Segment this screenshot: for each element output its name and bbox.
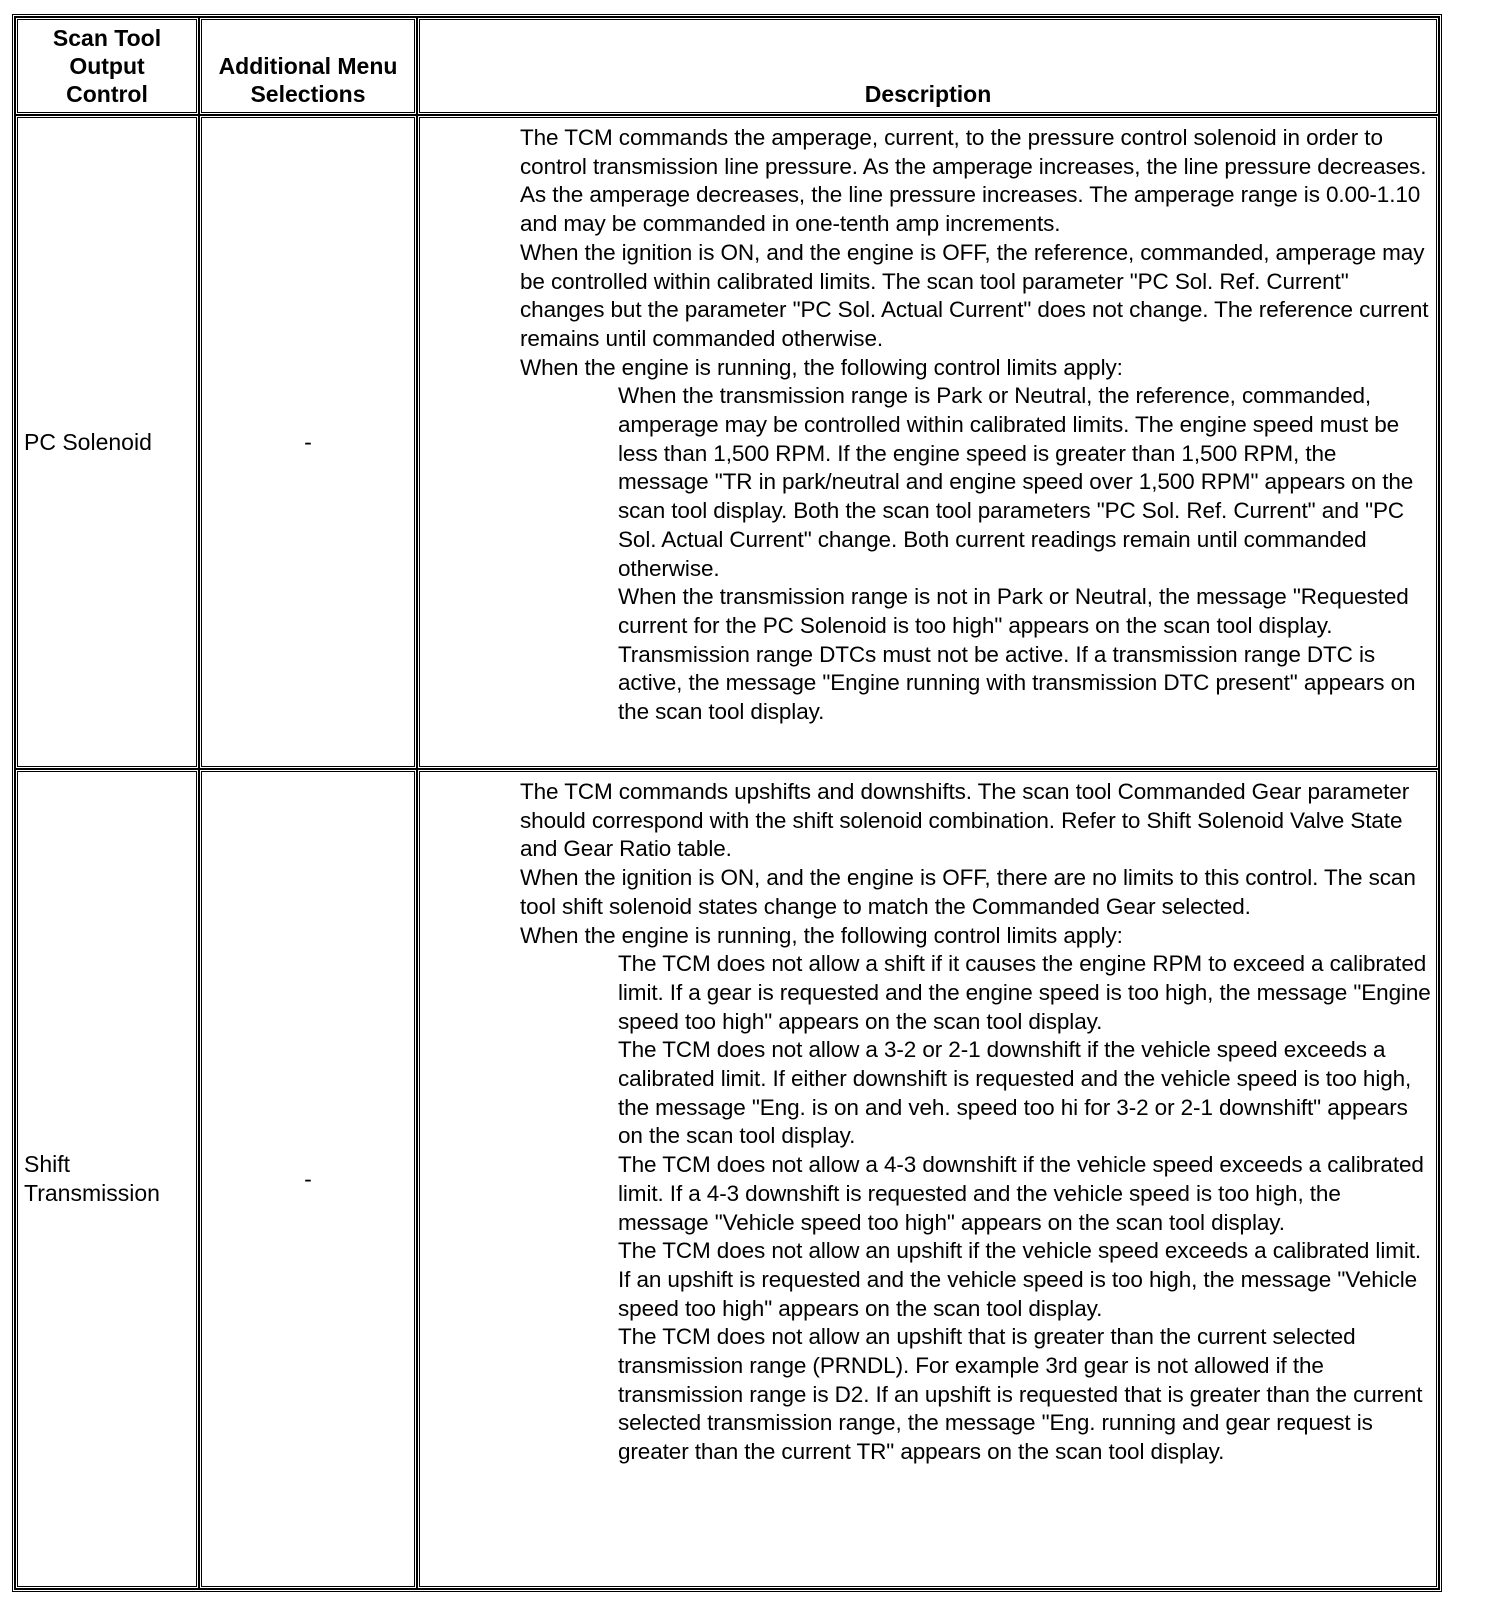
menu-selection: - [199,115,417,769]
control-name: PC Solenoid [15,115,199,769]
control-limit: When the transmission range is not in Park or Neutral, the message "Requested current for the PC Solenoid is too high" appears on the scan tool display. [618,584,1409,638]
control-limit: The TCM does not allow a 4-3 downshift if the vehicle speed exceeds a calibrated limit. If a 4-3 downshift is requested and the vehicle speed is too high, the message "Vehicle speed too high" appears on the scan tool display. [618,1152,1424,1235]
control-limit: The TCM does not allow an upshift if the vehicle speed exceeds a calibrated limit. If an upshift is requested and the vehicle speed is too high, the message "Vehicle speed too high" appears on the scan tool display. [618,1238,1422,1321]
table-row [15,769,1439,1589]
header-scan-tool-output-control: Scan Tool Output Control [15,17,199,115]
description [417,769,1439,1589]
description-ignition: When the ignition is ON, and the engine is OFF, there are no limits to this control. The scan tool shift solenoid states change to match the Commanded Gear selected. [520,865,1416,919]
control-limit: The TCM does not allow a 3-2 or 2-1 downshift if the vehicle speed exceeds a calibrated limit. If either downshift is requested and the vehicle speed is too high, the message "Eng. is on and veh. speed too hi for 3-2 or 2-1 downshift" appears on the scan tool display. [618,1037,1412,1149]
description-running: When the engine is running, the following control limits apply: [520,922,1123,948]
control-name: Shift Transmission [15,769,199,1589]
description-intro: The TCM commands upshifts and downshifts. The scan tool Commanded Gear parameter should correspond with the shift solenoid combination. Refer to Shift Solenoid Valve State and Gear Ratio table. [520,779,1410,862]
control-limit: The TCM does not allow an upshift that is greater than the current selected transmission range (PRNDL). For example 3rd gear is not allowed if the transmission range is D2. If an upshift is requested that is greater than the current selected transmission range, the message "Eng. running and gear request is greater than the current TR" appears on the scan tool display. [618,1324,1423,1465]
description-running: When the engine is running, the following control limits apply: [520,354,1123,380]
header-additional-menu-selections: Additional Menu Selections [199,17,417,115]
control-limit: Transmission range DTCs must not be active. If a transmission range DTC is active, the message "Engine running with transmission DTC present" appears on the scan tool display. [618,641,1416,725]
description [417,115,1439,769]
header-row [15,17,1439,115]
output-control-table [12,14,1442,1592]
table-row [15,115,1439,769]
control-limit: The TCM does not allow a shift if it causes the engine RPM to exceed a calibrated limit. If a gear is requested and the engine speed is too high, the message "Engine speed too high" appears on the scan tool display. [618,951,1431,1034]
menu-selection: - [199,769,417,1589]
description-ignition: When the ignition is ON, and the engine is OFF, the reference, commanded, amperage may be controlled within calibrated limits. The scan tool parameter "PC Sol. Ref. Current" changes but the parameter "PC Sol. Actual Current" does not change. The reference current remains until commanded otherwise. [520,239,1429,351]
header-description: Description [417,17,1439,115]
description-intro: The TCM commands the amperage, current, to the pressure control solenoid in order to control transmission line pressure. As the amperage increases, the line pressure decreases. As the amperage decreases, the line pressure increases. The amperage range is 0.00-1.10 and may be commanded in one-tenth amp increments. [520,125,1427,237]
control-limit: When the transmission range is Park or Neutral, the reference, commanded, amperage may be controlled within calibrated limits. The engine speed must be less than 1,500 RPM. If the engine speed is greater than 1,500 RPM, the message "TR in park/neutral and engine speed over 1,500 RPM" appears on the scan tool display. Both the scan tool parameters "PC Sol. Ref. Current" and "PC Sol. Actual Current" change. Both current readings remain until commanded otherwise. [618,383,1414,581]
